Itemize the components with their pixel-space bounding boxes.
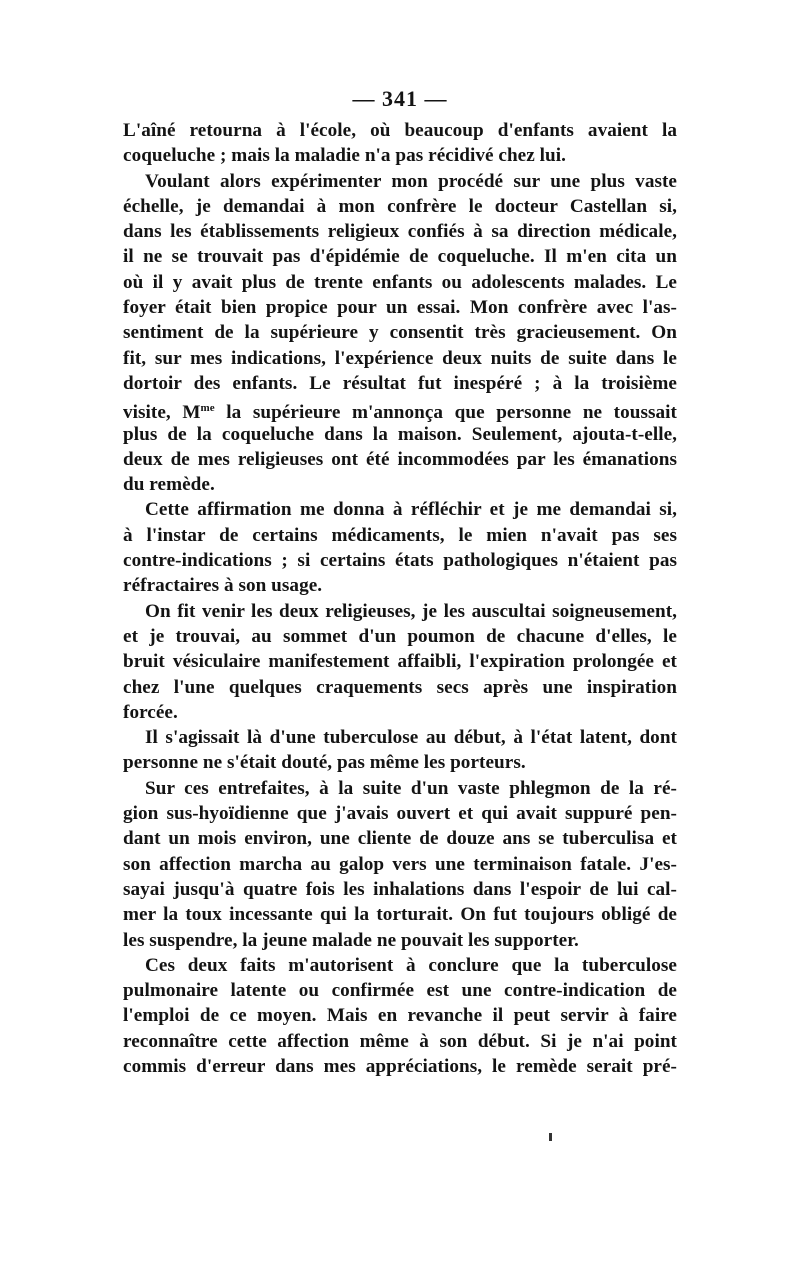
text-line: il ne se trouvait pas d'épidémie de coqueluche. Il m'en cita un (123, 246, 677, 268)
text-line: plus de la coqueluche dans la maison. Seulement, ajouta-t-elle, (123, 423, 677, 445)
text-line: où il y avait plus de trente enfants ou adolescents malades. Le (123, 271, 677, 293)
text-line: son affection marcha au galop vers une terminaison fatale. J'es- (123, 853, 677, 875)
text-line: On fit venir les deux religieuses, je les auscultai soigneusement, (145, 600, 677, 622)
text-line: personne ne s'était douté, pas même les porteurs. (123, 752, 526, 774)
text-line: dant un mois environ, une cliente de douze ans se tuberculisa et (123, 828, 677, 850)
text-fragment: visite, M (123, 402, 201, 424)
text-fragment: la supérieure m'annonça que personne ne toussait (214, 402, 677, 424)
text-line: réfractaires à son usage. (123, 575, 323, 597)
superscript: me (200, 402, 215, 415)
text-line: sentiment de la supérieure y consentit très gracieusement. On (123, 322, 677, 344)
text-line: l'emploi de ce moyen. Mais en revanche il peut servir à faire (123, 1005, 677, 1027)
text-line: deux de mes religieuses ont été incommodées par les émanations (123, 448, 677, 470)
text-line: Sur ces entrefaites, à la suite d'un vaste phlegmon de la ré- (145, 777, 677, 799)
text-line: Il s'agissait là d'une tuberculose au début, à l'état latent, dont (145, 727, 677, 749)
page-number: — 341 — (352, 86, 448, 111)
body-text (123, 118, 677, 1079)
text-line: à l'instar de certains médicaments, le mien n'avait pas ses (123, 524, 677, 546)
text-line: Voulant alors expérimenter mon procédé sur une plus vaste (145, 170, 677, 192)
text-line: coqueluche ; mais la maladie n'a pas récidivé chez lui. (123, 145, 566, 167)
text-line (123, 396, 677, 424)
text-line: pulmonaire latente ou confirmée est une contre-indication de (123, 980, 677, 1002)
text-line: forcée. (123, 701, 178, 723)
text-line: dortoir des enfants. Le résultat fut inespéré ; à la troisième (123, 372, 677, 394)
ink-mark (549, 1133, 552, 1141)
text-line: et je trouvai, au sommet d'un poumon de chacune d'elles, le (123, 625, 677, 647)
text-line: Cette affirmation me donna à réfléchir et je me demandai si, (145, 499, 677, 521)
text-line: échelle, je demandai à mon confrère le docteur Castellan si, (123, 195, 677, 217)
text-line: chez l'une quelques craquements secs après une inspiration (123, 676, 677, 698)
text-line: commis d'erreur dans mes appréciations, le remède serait pré- (123, 1055, 677, 1077)
text-line: mer la toux incessante qui la torturait. On fut toujours obligé de (123, 904, 677, 926)
text-line: Ces deux faits m'autorisent à conclure que la tuberculose (145, 954, 677, 976)
text-line: dans les établissements religieux confiés à sa direction médicale, (123, 221, 677, 243)
text-line: reconnaître cette affection même à son début. Si je n'ai point (123, 1030, 677, 1052)
text-line: fit, sur mes indications, l'expérience deux nuits de suite dans le (123, 347, 677, 369)
text-line: contre-indications ; si certains états pathologiques n'étaient pas (123, 550, 677, 572)
text-line: les suspendre, la jeune malade ne pouvait les supporter. (123, 929, 579, 951)
text-line: bruit vésiculaire manifestement affaibli, l'expiration prolongée et (123, 651, 677, 673)
text-line: foyer était bien propice pour un essai. Mon confrère avec l'as- (123, 297, 677, 319)
text-line: L'aîné retourna à l'école, où beaucoup d'enfants avaient la (123, 120, 677, 141)
text-line: gion sus-hyoïdienne que j'avais ouvert et qui avait suppuré pen- (123, 803, 677, 825)
text-line: du remède. (123, 474, 215, 496)
text-line: sayai jusqu'à quatre fois les inhalations dans l'espoir de lui cal- (123, 878, 677, 900)
